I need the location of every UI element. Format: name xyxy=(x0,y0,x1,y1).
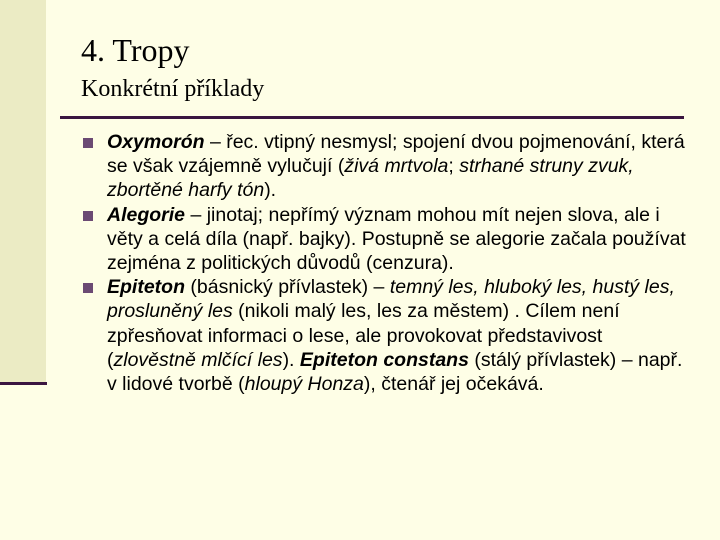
bullet-text: ), čtenář jej očekává. xyxy=(363,373,544,396)
example-text: živá mrtvola xyxy=(344,155,449,178)
bullet-list xyxy=(82,130,692,396)
square-bullet-icon xyxy=(83,138,93,148)
bullet-text: – řec. vtipný nesmysl; spojení dvou pojmenování, která se však vzájemně vylučují ( xyxy=(107,131,685,178)
bullet-text: (nikoli malý les, les za městem) . Cílem není zpřesňovat informaci o lese, ale provokovat představivost ( xyxy=(107,300,620,371)
left-band-rule xyxy=(0,382,47,385)
bullet-item-epiteton xyxy=(82,275,692,396)
term-epiteton: Epiteton xyxy=(107,276,185,299)
bullet-item-oxymoron xyxy=(82,130,692,203)
bullet-text: ). xyxy=(264,179,277,202)
term-alegorie: Alegorie xyxy=(107,203,186,226)
example-text: strhané struny zvuk, zbortěné harfy tón xyxy=(107,155,634,202)
bullet-text: (stálý přívlastek) – např. v lidové tvorbě ( xyxy=(107,348,683,396)
term-oxymoron: Oxymorón xyxy=(107,131,205,153)
example-text: temný les, hluboký les, hustý les, prosluněný les xyxy=(107,276,675,323)
example-text: hloupý Honza xyxy=(244,373,364,396)
title-divider xyxy=(60,116,684,119)
square-bullet-icon xyxy=(83,283,93,293)
example-text: zlověstně mlčící les xyxy=(113,348,283,371)
term-epiteton-constans: Epiteton constans xyxy=(299,348,469,371)
bullet-text: ). xyxy=(282,348,300,371)
bullet-item-alegorie xyxy=(82,203,692,276)
square-bullet-icon xyxy=(83,211,93,221)
bullet-text: (básnický přívlastek) – xyxy=(185,276,390,299)
left-decorative-band xyxy=(0,0,46,382)
bullet-text: – jinotaj; nepřímý význam mohou mít nejen slova, ale i věty a celá díla (např. bajky). Postupně se alegorie začala používat zejména z politických důvodů (cenzura). xyxy=(107,203,686,275)
slide-title: 4. Tropy xyxy=(81,32,190,68)
slide-subtitle: Konkrétní příklady xyxy=(81,76,265,102)
bullet-text: ; xyxy=(448,155,460,178)
